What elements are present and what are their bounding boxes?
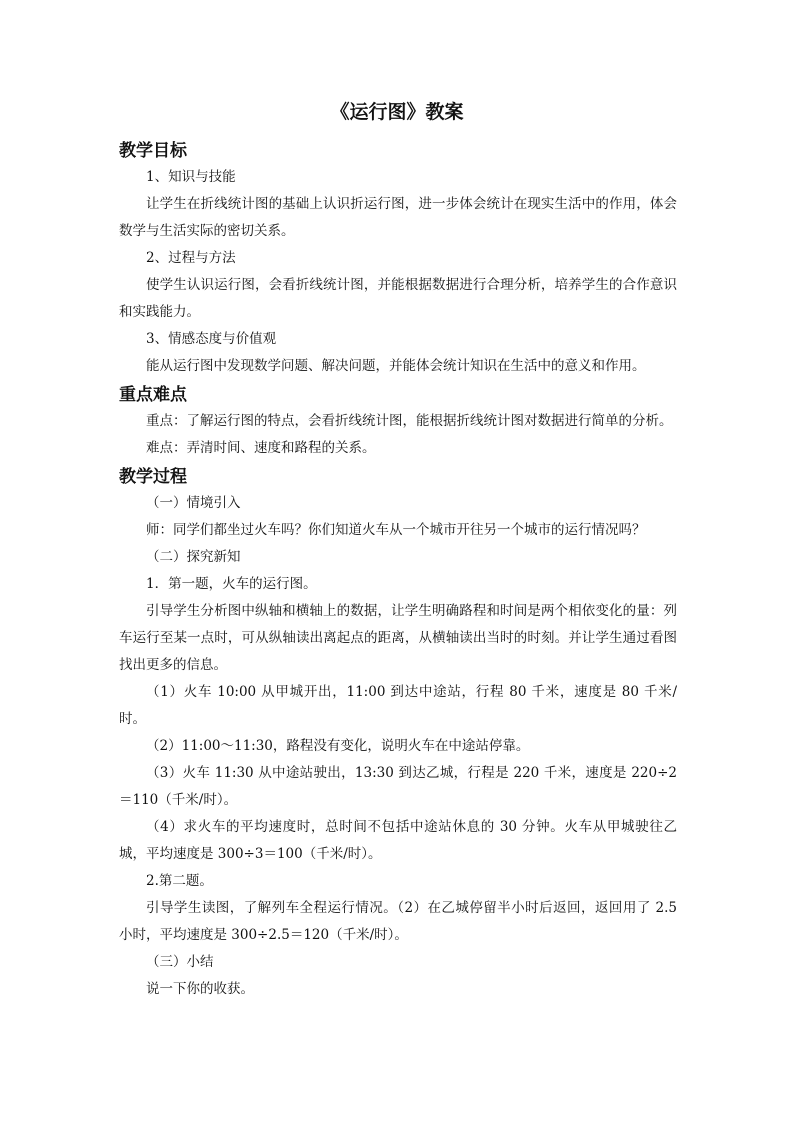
process-problem-1: 1．第一题，火车的运行图。 [146, 576, 317, 592]
process-step-summary: （三）小结 [146, 954, 214, 970]
section-process [119, 462, 677, 1003]
goal-2-text: 使学生认识运行图，会看折线统计图，并能根据数据进行合理分析，培养学生的合作意识和实践能力。 [119, 277, 677, 320]
section-heading-keypoints: 重点难点 [119, 385, 187, 405]
goal-2-label: 2、过程与方法 [146, 250, 236, 266]
process-problem-1-item-1: （1）火车 10:00 从甲城开出，11:00 到达中途站，行程 80 千米，速度是 80 千米/时。 [119, 684, 677, 727]
process-step-explore: （二）探究新知 [146, 549, 241, 565]
goal-1-text: 让学生在折线统计图的基础上认识折运行图，进一步体会统计在现实生活中的作用，体会数学与生活实际的密切关系。 [119, 196, 677, 239]
goal-3-label: 3、情感态度与价值观 [146, 331, 277, 347]
goal-3-text: 能从运行图中发现数学问题、解决问题，并能体会统计知识在生活中的意义和作用。 [146, 358, 646, 374]
process-problem-2-guide: 引导学生读图，了解列车全程运行情况。（2）在乙城停留半小时后返回，返回用了 2.5 小时，平均速度是 300÷2.5＝120（千米/时）。 [119, 900, 677, 943]
process-problem-1-guide: 引导学生分析图中纵轴和横轴上的数据，让学生明确路程和时间是两个相依变化的量：列车运行至某一点时，可从纵轴读出离起点的距离，从横轴读出当时的时刻。并让学生通过看图找出更多的信息。 [119, 603, 677, 673]
section-heading-process: 教学过程 [119, 467, 187, 487]
section-goals [119, 136, 677, 380]
goal-1-label: 1、知识与技能 [146, 169, 236, 185]
page-title: 《运行图》教案 [330, 101, 464, 123]
process-problem-1-item-3: （3）火车 11:30 从中途站驶出，13:30 到达乙城，行程是 220 千米，速度是 220÷2＝110（千米/时）。 [119, 765, 677, 808]
keypoint-difficulty: 难点：弄清时间、速度和路程的关系。 [146, 440, 376, 456]
process-teacher-question: 师：同学们都坐过火车吗？你们知道火车从一个城市开往另一个城市的运行情况吗？ [146, 522, 646, 538]
document-body [119, 136, 677, 1003]
keypoint-focus: 重点：了解运行图的特点，会看折线统计图，能根据折线统计图对数据进行简单的分析。 [146, 413, 673, 429]
process-problem-1-item-2: （2）11:00～11:30，路程没有变化，说明火车在中途站停靠。 [146, 738, 530, 754]
section-keypoints [119, 380, 677, 462]
section-heading-goals: 教学目标 [119, 141, 187, 161]
process-summary-text: 说一下你的收获。 [146, 981, 254, 997]
process-problem-1-item-4: （4）求火车的平均速度时，总时间不包括中途站休息的 30 分钟。火车从甲城驶往乙城，平均速度是 300÷3＝100（千米/时）。 [119, 819, 677, 862]
process-problem-2: 2.第二题。 [146, 873, 213, 889]
process-step-intro: （一）情境引入 [146, 495, 241, 511]
